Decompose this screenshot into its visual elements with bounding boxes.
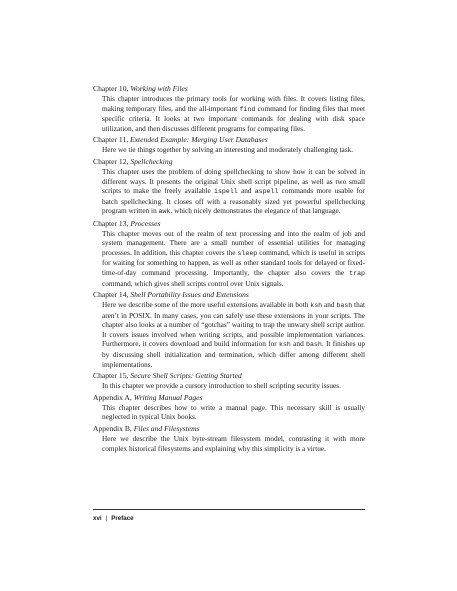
chapter-entry: [93, 84, 365, 133]
description-text: This chapter moves out of the realm of text processing and into the realm of job and system management. There are a small number of essential utilities for managing processes. In addition, this chapter covers the: [102, 228, 365, 257]
command-name: find: [239, 105, 256, 113]
chapter-description: [102, 145, 365, 155]
footer-separator: |: [105, 515, 108, 522]
chapter-description: [102, 94, 365, 133]
command-name: trap: [349, 270, 365, 278]
chapter-heading: [93, 219, 365, 229]
chapter-entry: [93, 371, 365, 391]
chapter-entry: [93, 393, 365, 422]
chapter-number: Appendix A,: [93, 392, 134, 402]
chapter-title: Files and Filesystems: [133, 423, 200, 433]
command-name: awk: [158, 208, 171, 216]
description-text: command, which gives shell scripts control over Unix signals.: [102, 278, 284, 288]
chapter-description: [102, 229, 365, 288]
chapter-heading: [93, 371, 365, 381]
chapter-heading: [93, 393, 365, 403]
chapter-title: Spellchecking: [130, 156, 173, 166]
page-number: xvi: [93, 515, 102, 522]
description-text: Here we describe some of the more useful extensions available in both: [102, 300, 311, 310]
chapter-entry: [93, 290, 365, 369]
description-text: Here we describe the Unix byte-stream filesystem model, contrasting it with more complex historical filesystems and explaining why this simplicity is a virtue.: [102, 433, 365, 453]
chapter-number: Appendix B,: [93, 423, 134, 433]
command-name: ksh: [279, 341, 291, 349]
chapter-heading: [93, 84, 365, 94]
description-text: Here we tie things together by solving an interesting and moderately challenging task.: [102, 145, 354, 155]
description-text: commands more usable for batch spellchecking. It closes off with a reasonably sized yet powerful spellchecking program written in: [102, 186, 365, 216]
command-name: ispell: [214, 188, 238, 196]
description-text: and: [322, 300, 337, 310]
page-footer: [93, 509, 365, 523]
chapter-number: Chapter 11,: [93, 135, 131, 145]
chapter-number: Chapter 10,: [93, 84, 131, 93]
description-text: and: [290, 339, 307, 349]
chapter-description: [102, 300, 365, 369]
chapter-heading: [93, 290, 365, 300]
chapter-heading: [93, 424, 365, 434]
page-body: [93, 84, 365, 455]
chapter-heading: [93, 135, 365, 145]
chapter-description: [102, 167, 365, 217]
chapter-number: Chapter 12,: [93, 156, 131, 166]
command-name: bash: [306, 341, 322, 349]
description-text: This chapter introduces the primary tools for working with files. It covers listing files, making temporary files, and the all-important: [102, 94, 365, 113]
chapter-entry: [93, 135, 365, 155]
chapter-title: Extended Example: Merging User Databases: [130, 135, 268, 145]
chapter-title: Secure Shell Scripts: Getting Started: [130, 371, 242, 381]
command-name: ksh: [310, 302, 323, 310]
chapter-number: Chapter 14,: [93, 290, 131, 300]
description-text: command for finding files that meet specific criteria. It looks at two important commands for dealing with disk space utilization, and then discusses different programs for comparing files.: [102, 103, 365, 133]
command-name: sleep: [237, 249, 258, 257]
chapter-number: Chapter 15,: [93, 371, 131, 381]
chapter-title: Processes: [130, 218, 161, 228]
footer-section-title: Preface: [111, 515, 134, 522]
description-text: and: [237, 186, 255, 196]
chapter-entry: [93, 219, 365, 288]
chapter-description: [102, 403, 365, 422]
description-text: that aren’t in POSIX. In many cases, you can safely use these extensions in your scripts. The chapter also looks at a number of “gotchas” waiting to trap the unwary shell script author. It covers issues involved when writing scripts, and possible implementation variances. Furthermore, it covers download and build information for: [102, 300, 365, 349]
chapter-entry: [93, 157, 365, 217]
chapter-title: Writing Manual Pages: [133, 392, 203, 402]
chapter-description: [102, 434, 365, 453]
chapter-number: Chapter 13,: [93, 218, 131, 228]
chapter-description: [102, 381, 365, 391]
chapter-heading: [93, 157, 365, 167]
description-text: This chapter uses the problem of doing spellchecking to show how it can be solved in different ways. It presents the original Unix shell script pipeline, as well as two small scripts to make the freely available: [102, 167, 365, 196]
description-text: command, which is useful in scripts for waiting for something to happen, as well as other standard tools for delayed or fixed-time-of-day command processing. Importantly, the chapter also covers the: [102, 247, 365, 278]
chapter-title: Shell Portability Issues and Extensions: [130, 290, 249, 300]
chapter-entry: [93, 424, 365, 453]
chapter-title: Working with Files: [130, 84, 188, 93]
command-name: bash: [336, 302, 353, 310]
description-text: , which nicely demonstrates the elegance of that language.: [170, 206, 341, 216]
command-name: aspell: [254, 188, 279, 196]
description-text: . It finishes up by discussing shell initialization and termination, which differ among different shell implementations.: [102, 339, 365, 369]
description-text: This chapter describes how to write a manual page. This necessary skill is usually neglected in typical Unix books.: [102, 402, 365, 422]
description-text: In this chapter we provide a cursory introduction to shell scripting security issues.: [102, 381, 341, 391]
